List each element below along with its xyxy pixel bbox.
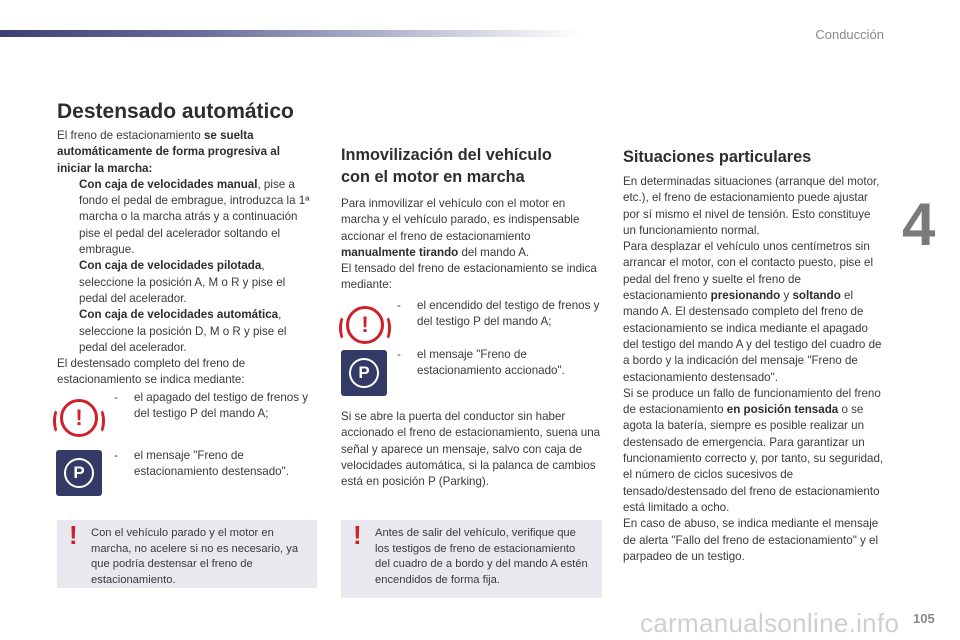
middle-item-1: - el encendido del testigo de frenos y del testigo P del mando A; — [397, 299, 600, 329]
left-title: Destensado automático — [57, 100, 294, 123]
middle-body — [341, 144, 603, 294]
left-intro: El freno de estacionamiento se suelta automáticamente de forma progresiva al iniciar la marcha: — [57, 129, 280, 175]
middle-warning-box: ! Antes de salir del vehículo, verifique que los testigos de freno de estacionamiento del cuadro de a bordo y del mando A estén encendidos de forma fija. — [341, 520, 602, 598]
left-warning-box: ! Con el vehículo parado y el motor en marcha, no acelere si no es necesario, ya que podría destensar el freno de estacionamiento. — [57, 520, 317, 588]
section-label: Conducción — [815, 27, 884, 42]
right-p4: En caso de abuso, se indica mediante el mensaje de alerta "Fallo del freno de estacionamiento" y el parpadeo de un testigo. — [623, 517, 879, 563]
parking-brake-icon: P — [56, 450, 102, 496]
bullet-manual: Con caja de velocidades manual, pise a fondo el pedal de embrague, introduzca la 1ª marcha o la marcha atrás y a continuación pise el pedal del acelerador soltando el embrague. — [79, 177, 310, 257]
left-item-2: - el mensaje "Freno de estacionamiento destensado". — [114, 449, 289, 479]
brake-warning-icon: ! — [60, 399, 98, 437]
right-p2: Para desplazar el vehículo unos centímetros sin arrancar el motor, con el contacto puesto, pise el pedal del freno y suelte el freno de estacionamiento presionando y soltando el mando A. El destensado completo del freno de estacionamiento se indica mediante el apagado del testigo del mando A y del testigo del cuadro de a bordo y la indicación del mensaje "Freno de estacionamiento destensado". — [623, 240, 882, 384]
middle-para2: El tensado del freno de estacionamiento se indica mediante: — [341, 262, 597, 292]
right-body — [623, 146, 886, 565]
chapter-number: 4 — [902, 191, 936, 258]
brake-warning-icon: ! — [346, 306, 384, 344]
right-p3: Si se produce un fallo de funcionamiento del freno de estacionamiento en posición tensada o se agota la batería, siempre es posible realizar un destensado de emergencia. Para garantizar un funcionamiento correcto y, por tanto, su seguridad, el número de ciclos sucesivos de tensado/destensado del freno de estacionamiento está limitado a ocho. — [623, 386, 884, 514]
middle-title: Inmovilización del vehículo con el motor en marcha — [341, 146, 552, 186]
middle-para1: Para inmovilizar el vehículo con el motor en marcha y el vehículo parado, es indispensable accionar el freno de estacionamiento manualmente tirando del mando A. — [341, 197, 580, 259]
bullet-automatica: Con caja de velocidades automática, seleccione la posición D, M o R y pise el pedal del acelerador. — [79, 308, 287, 354]
bullet-pilotada: Con caja de velocidades pilotada, seleccione la posición A, M o R y pise el pedal del acelerador. — [79, 259, 286, 305]
right-p1: En determinadas situaciones (arranque del motor, etc.), el freno de estacionamiento puede ajustar por sí mismo el nivel de tensión. Esto constituye un funcionamiento normal. — [623, 175, 880, 237]
parking-brake-icon: P — [341, 350, 387, 396]
header-bar — [0, 30, 580, 37]
watermark: carmanualsonline.info — [640, 608, 900, 638]
page-number: 105 — [913, 611, 935, 626]
left-body — [57, 128, 312, 389]
warning-icon: ! — [353, 520, 362, 550]
warning-icon: ! — [69, 520, 78, 550]
left-item-1: - el apagado del testigo de frenos y del testigo P del mando A; — [114, 391, 309, 421]
right-title: Situaciones particulares — [623, 148, 812, 166]
left-outro: El destensado completo del freno de estacionamiento se indica mediante: — [57, 357, 246, 387]
middle-item-2: - el mensaje "Freno de estacionamiento accionado". — [397, 348, 565, 378]
middle-para3: Si se abre la puerta del conductor sin haber accionado el freno de estacionamiento, suena una señal y aparece un mensaje, salvo con caja de velocidades automática, si la palanca de cambios está en posición P (Parking). — [341, 410, 601, 489]
